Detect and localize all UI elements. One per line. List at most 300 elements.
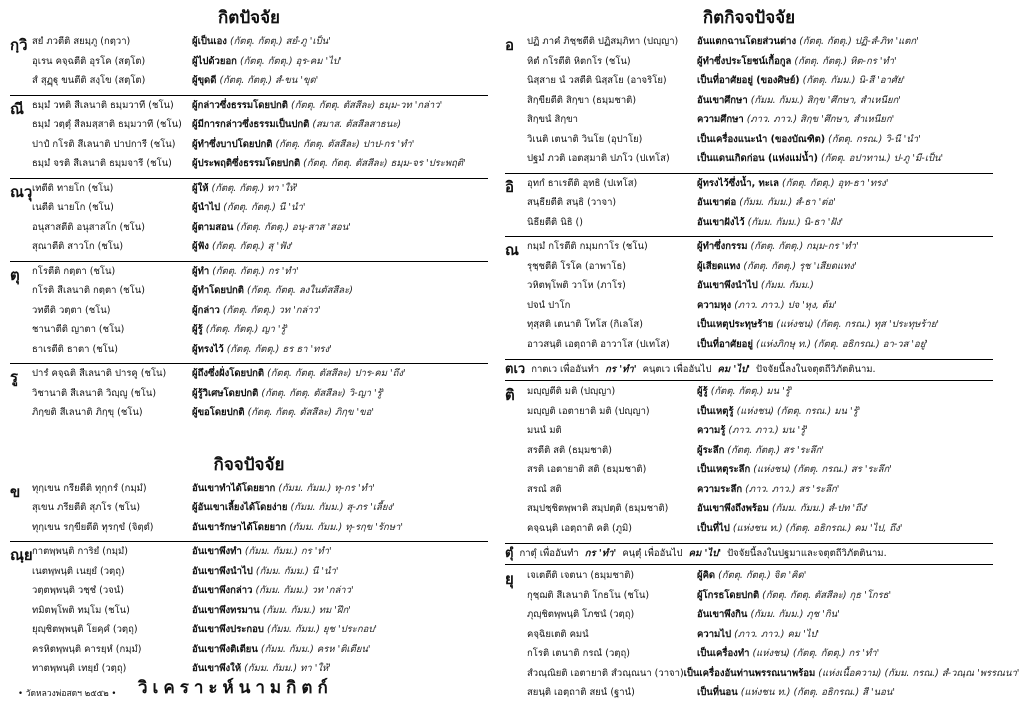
entry-meaning: อันเขาพึงให้ [192, 663, 242, 674]
entry-row [527, 627, 993, 647]
entry-meaning: อันเขาพึงทำ [192, 546, 242, 557]
entry-meaning: อันเขาพึงถึงพร้อม [697, 503, 769, 514]
tave-text2: คนฺตเว เพื่ออันไป [642, 364, 712, 375]
entry-meaning-wrap [192, 98, 442, 113]
entry-row [32, 322, 488, 342]
kicca-section-title: กิจจปัจจัย [213, 454, 285, 475]
entry-row [527, 666, 1019, 686]
entry-row [527, 34, 993, 54]
entry-root: อุทกํ ธาเรตีติ อุทธิ (ปเทโส) [527, 177, 638, 189]
entry-meaning: ผู้โกรธโดยปกติ [697, 589, 760, 601]
tum-note [505, 543, 993, 565]
entry-row [527, 317, 993, 337]
group-rows [527, 568, 1019, 705]
entry-meaning: ผู้ทำซึ่งกรรม [697, 241, 748, 252]
group-head: ยุ [505, 570, 514, 588]
entry-grammar: (กัตตุ. กัตตุ.) สุ 'ฟัง' [211, 241, 294, 252]
entry-grammar: (กัมม. กัมม.) ครห 'ติเตียน' [260, 643, 371, 655]
entry-meaning-wrap [697, 259, 857, 274]
footer-credit: • วัดหลวงพ่อสดฯ ๒๕๕๒ • [18, 689, 117, 699]
tave-text3: ปัจจัยนี้ลงในจตุตถีวิภัตตินาม. [756, 364, 876, 375]
entry-meaning-wrap [697, 215, 843, 230]
entry-row [32, 642, 488, 662]
entry-grammar: (แห่งภิกษุ ท.) (กัตตุ. อธิกรณ.) อา-วส 'อยู่' [755, 338, 928, 350]
entry-row [32, 500, 488, 520]
group-rows [32, 181, 488, 259]
entry-grammar: (กัตตุ. กัตตุ.) มน 'รู้' [710, 386, 793, 397]
group-head: กฺวิ [10, 36, 28, 54]
entry-grammar: (กัตตุ. กัมม.) นิ-สี 'อาศัย' [802, 75, 906, 86]
group-rows [32, 481, 488, 540]
entry-root: กโรติ เตนาติ กรณํ (วตฺถุ) [527, 648, 630, 659]
entry-row [527, 151, 993, 171]
entry-root: รุชฺชตีติ โรโค (อาพาโธ) [527, 260, 626, 272]
group [10, 32, 488, 96]
kit-groups [10, 32, 488, 427]
entry-meaning-wrap [192, 520, 403, 535]
entry-meaning: เป็นเครื่องอันท่านพรรณนาพร้อม [683, 667, 816, 679]
entry-row [32, 564, 488, 584]
entry-root: ปารํ คจฺฉติ สีเลนาติ ปารคู (ชโน) [32, 368, 167, 379]
entry-root: หิตํ กโรตีติ หิตกโร (ชโน) [527, 55, 631, 67]
entry-meaning-wrap [697, 443, 824, 458]
entry-grammar: (ภาว. ภาว.) มน 'รู้' [728, 425, 808, 436]
entry-grammar: (แห่งชน ท.) (กัตตุ. อธิกรณ.) สี 'นอน' [740, 687, 895, 698]
entry-grammar: (กัตตุ. กัตตุ.) สํ-ขน 'ขุด' [219, 75, 319, 86]
entry-grammar: (กัมม. กัมม.) สิกฺข 'ศึกษา, สำเหนียก' [750, 94, 901, 106]
group-rows [527, 176, 993, 235]
entry-root: คจฺฉิยเตติ คมนํ [527, 628, 589, 640]
entry-meaning-wrap [192, 622, 377, 637]
entry-meaning: เป็นเหตุระลึก [697, 464, 751, 475]
entry-grammar: (กัตตุ. กรณ.) วิ-นี 'นำ' [828, 133, 921, 145]
entry-meaning-wrap [697, 384, 792, 399]
yu-group-container [505, 566, 1019, 707]
entry-meaning: ผู้เป็นเอง [192, 36, 227, 47]
right-column [505, 6, 1019, 707]
entry-root: ปฐมํ ภวติ เอตสฺมาติ ปภโว (ปเทโส) [527, 153, 670, 164]
entry-meaning-wrap [192, 220, 351, 235]
entry-meaning-wrap [192, 239, 293, 254]
entry-row [32, 603, 488, 623]
entry-meaning: ผู้รู้ [192, 324, 203, 335]
entry-grammar: (แห่งเนื้อความ) (กัมม. กรณ.) สํ-วณฺณ 'พรรณนา' [818, 667, 1019, 679]
entry-row [527, 568, 993, 588]
entry-row [32, 98, 488, 118]
entry-meaning: ผู้ตามสอน [192, 221, 234, 233]
group-rows [527, 34, 993, 171]
entry-meaning: ความไป [697, 628, 732, 640]
entry-meaning: ผู้ทำซึ่งประโยชน์เกื้อกูล [697, 55, 792, 67]
entry-row [32, 303, 488, 323]
tave-note [505, 359, 993, 381]
entry-meaning: เป็นที่นอน [697, 687, 738, 698]
entry-root: กโรติ สีเลนาติ กตฺตา (ชโน) [32, 285, 145, 296]
entry-row [32, 137, 488, 157]
entry-row [527, 646, 993, 666]
entry-meaning-wrap [192, 117, 401, 132]
entry-meaning: อันเขาฝังไว้ [697, 216, 745, 228]
entry-root: ทุกฺเขน กรียตีติ ทุกฺกรํ (กมฺมํ) [32, 482, 147, 494]
entry-meaning: อันเขารักษาได้โดยยาก [192, 521, 287, 533]
entry-meaning: ผู้เสียดแทง [697, 260, 741, 272]
entry-root: ครหิตพฺพนฺติ คารยฺหํ (กมฺมํ) [32, 643, 142, 655]
entry-grammar: (แห่งชน) (กัตตุ. กรณ.) ทุส 'ประทุษร้าย' [776, 319, 939, 330]
entry-meaning-wrap [192, 342, 332, 357]
group-rows [32, 34, 488, 93]
entry-meaning-wrap [697, 685, 895, 700]
entry-row [32, 520, 488, 540]
entry-meaning: อันเขาทำได้โดยยาก [192, 482, 276, 494]
entry-grammar: (แห่งชน) (กัตตุ. กรณ.) สร 'ระลึก' [753, 464, 892, 475]
entry-meaning: อันเขาพึงกล่าว [192, 585, 253, 596]
tum-text2: คนฺตุํ เพื่ออันไป [622, 548, 683, 559]
group-head: รู [10, 368, 19, 386]
entry-meaning: ความระลึก [697, 483, 743, 495]
entry-meaning-wrap [192, 583, 354, 598]
entry-meaning-wrap [192, 366, 406, 381]
entry-root: สุณาตีติ สาวโก (ชโน) [32, 241, 124, 252]
entry-meaning-wrap [192, 603, 351, 618]
entry-grammar: (กัมม. กัมม.) นิ-ธา 'ฝัง' [747, 216, 844, 228]
entry-root: มญฺญติ เอตายาติ มติ (ปญฺญา) [527, 405, 650, 417]
entry-meaning-wrap [697, 298, 837, 313]
entry-meaning-wrap [192, 386, 384, 401]
entry-root: ธาเรตีติ ธาตา (ชโน) [32, 343, 118, 355]
entry-row [32, 583, 488, 603]
tum-g2: คม 'ไป' [688, 548, 722, 559]
entry-root: ธมฺมํ วทติ สีเลนาติ ธมฺมวาที (ชโน) [32, 99, 174, 111]
entry-grammar: (กัตตุ. กัตตุ.) สยํ-ภู 'เป็น' [229, 36, 331, 47]
entry-root: ธมฺมํ จรติ สีเลนาติ ธมฺมจารี (ชโน) [32, 158, 172, 169]
entry-grammar: (กัตตุ. กัตตุ.) ปฏิ-สํ-ภิท 'แตก' [799, 36, 919, 47]
entry-row [32, 200, 488, 220]
entry-meaning-wrap [697, 501, 868, 516]
entry-meaning-wrap [192, 564, 338, 579]
entry-root: สรติ เอตายาติ สติ (ธมฺมชาติ) [527, 464, 647, 475]
footer [18, 672, 488, 702]
group-rows [527, 239, 993, 356]
entry-root: สํวณฺณิยติ เอตายาติ สํวณฺณนา (วาจา) [527, 667, 684, 679]
entry-row [527, 462, 993, 482]
group [10, 542, 488, 683]
entry-meaning: ผู้รู้วิเศษโดยปกติ [192, 387, 259, 399]
entry-meaning: อันเขาพึงติเตียน [192, 643, 258, 655]
entry-root: ทาตพฺพนฺติ เทยฺยํ (วตฺถุ) [32, 663, 127, 674]
group-head: ณ [505, 241, 519, 259]
entry-grammar: (กัตตุ. กัตตุ.) อุท-ธา 'ทรง' [781, 177, 889, 189]
entry-meaning: ผู้ขอโดยปกติ [192, 407, 245, 418]
entry-root: นิสฺสาย นํ วสตีติ นิสฺสโย (อาจริโย) [527, 75, 667, 86]
entry-root: ปาปํ กโรติ สีเลนาติ ปาปการี (ชโน) [32, 138, 176, 150]
entry-grammar: (กัมม. กัมม.) วท 'กล่าว' [255, 585, 354, 596]
entry-meaning: เป็นที่อาศัยอยู่ [697, 338, 753, 350]
tave-g1: กร 'ทำ' [605, 364, 637, 375]
entry-meaning-wrap [697, 151, 943, 166]
entry-meaning-wrap [697, 404, 860, 419]
entry-grammar: (กัมม. กัมม.) ทุ-กร 'ทำ' [278, 482, 375, 494]
entry-meaning: อันเขาพึงกิน [697, 609, 748, 620]
tum-text1: กาตุํ เพื่ออันทำ [519, 548, 579, 559]
entry-meaning: อันเขาพึงนำไป [697, 280, 758, 291]
entry-meaning: เป็นแดนเกิดก่อน (แห่งแม่น้ำ) [697, 153, 818, 164]
entry-row [527, 588, 993, 608]
entry-grammar: (กัมม. กัมม.) [760, 280, 814, 291]
entry-row [527, 443, 993, 463]
entry-meaning-wrap [697, 317, 939, 332]
entry-meaning-wrap [697, 521, 902, 536]
entry-meaning: อันแตกฉานโดยส่วนต่าง [697, 36, 797, 47]
entry-row [32, 264, 488, 284]
entry-root: เจเตตีติ เจตนา (ธมฺมชาติ) [527, 570, 635, 581]
entry-root: สุเขน ภรียตีติ สุภโร (ชโน) [32, 502, 141, 513]
kitkicca-section-title: กิตกิจจปัจจัย [702, 8, 796, 28]
entry-meaning: ผู้ถึงซึ่งฝั่งโดยปกติ [192, 368, 265, 379]
entry-meaning-wrap [192, 34, 331, 49]
left-column [10, 6, 488, 683]
group [505, 174, 993, 238]
entry-meaning-wrap [684, 666, 1019, 681]
entry-row [32, 342, 488, 362]
entry-root: อุเรน คจฺฉตีติ อุรโค (สตฺโต) [32, 55, 146, 67]
entry-grammar: (กัตตุ. กัตตุ.) อนุ-สาส 'สอน' [236, 221, 351, 233]
entry-row [527, 93, 993, 113]
entry-grammar: (กัตตุ. กัตตุ.) หิต-กร 'ทำ' [794, 55, 897, 67]
entry-meaning-wrap [192, 481, 375, 496]
entry-root: สรณํ สติ [527, 483, 562, 495]
tave-head: ตเว [505, 362, 526, 377]
group-head: ติ [505, 386, 515, 404]
entry-grammar: (กัตตุ. กัตตุ.) วท 'กล่าว' [222, 304, 321, 316]
group [10, 179, 488, 262]
entry-row [527, 215, 993, 235]
entry-grammar: (แห่งชน) (กัตตุ. กัตตุ.) กร 'ทำ' [752, 648, 880, 659]
entry-grammar: (กัตตุ. กัตตุ.) ญา 'รู้' [205, 324, 289, 335]
entry-meaning-wrap [697, 176, 888, 191]
entry-row [527, 259, 993, 279]
entry-meaning: ความรู้ [697, 425, 726, 436]
entry-row [527, 239, 993, 259]
entry-root: กมฺมํ กโรตีติ กมฺมกาโร (ชโน) [527, 241, 648, 252]
group-head: ณี [10, 99, 24, 118]
entry-meaning-wrap [697, 239, 859, 254]
tum-head: ตุํ [505, 546, 514, 561]
entry-meaning: อันเขาพึงประกอบ [192, 624, 264, 635]
entry-meaning: ผู้ขุดดี [192, 75, 217, 86]
tum-g1: กร 'ทำ' [584, 548, 617, 559]
entry-grammar: (ภาว. ภาว.) คม 'ไป' [734, 628, 820, 640]
entry-grammar: (กัมม. กัมม.) นี 'นำ' [255, 565, 339, 577]
group-rows [32, 264, 488, 362]
entry-row [527, 521, 993, 541]
entry-grammar: (กัตตุ. กัตตุ.) อุร-คม 'ไป' [239, 55, 342, 67]
entry-meaning-wrap [697, 112, 894, 127]
entry-meaning: ผู้ทรงไว้ [192, 343, 224, 355]
entry-meaning-wrap [697, 423, 808, 438]
entry-grammar: (กัตตุ. กัตตุ.) จิต 'คิด' [718, 570, 807, 581]
entry-meaning-wrap [697, 54, 897, 69]
entry-grammar: (กัตตุ. กัตตุ. ตัสสีละ) ธมฺม-จร 'ประพฤติ' [303, 158, 466, 169]
entry-meaning: ผู้ฟัง [192, 241, 209, 252]
group-head: ตุ [10, 265, 20, 284]
entry-root: ยุญฺชิตพฺพนฺติ โยคฺคํ (วตฺถุ) [32, 624, 138, 635]
entry-meaning-wrap [192, 642, 371, 657]
entry-root: สรตีติ สติ (ธมฺมชาติ) [527, 444, 612, 456]
entry-grammar: (กัมม. กัมม.) กร 'ทำ' [244, 546, 332, 557]
group-head: ณฺย [10, 546, 33, 564]
entry-root: ทมิตพฺโพติ ทมฺโม (ชโน) [32, 604, 130, 616]
entry-root: ทุสฺสติ เตนาติ โทโส (กิเลโส) [527, 319, 643, 330]
kicca-groups [10, 479, 488, 683]
entry-meaning: ผู้ทำซึ่งบาปโดยปกติ [192, 138, 273, 150]
entry-row [527, 54, 993, 74]
entry-root: มญฺญตีติ มติ (ปญฺญา) [527, 386, 616, 397]
entry-root: กาตพฺพนฺติ การิยํ (กมฺมํ) [32, 546, 128, 557]
entry-meaning: อันเขาพึงนำไป [192, 565, 253, 577]
entry-meaning: เป็นเครื่องแนะนำ (ของบัณฑิต) [697, 133, 826, 145]
entry-meaning-wrap [697, 627, 819, 642]
entry-root: วหิตพฺโพติ วาโห (ภาโร) [527, 280, 626, 291]
tave-g2: คม 'ไป' [717, 364, 751, 375]
entry-root: ภุญฺชิตพฺพนฺติ โภชนํ (วตฺถุ) [527, 609, 635, 620]
entry-row [527, 176, 993, 196]
entry-meaning-wrap [697, 607, 840, 622]
entry-row [527, 278, 993, 298]
group [505, 382, 993, 542]
entry-meaning-wrap [697, 646, 879, 661]
entry-row [32, 405, 488, 425]
entry-root: สิกฺขียตีติ สิกฺขา (ธมฺมชาติ) [527, 94, 637, 106]
entry-root: วิเนติ เตนาติ วินโย (อุปาโย) [527, 133, 643, 145]
entry-meaning: ความหุง [697, 299, 732, 311]
group [10, 479, 488, 543]
entry-row [527, 384, 993, 404]
entry-meaning-wrap [192, 54, 342, 69]
kit-section-title: กิตปัจจัย [217, 8, 280, 28]
entry-root: สํ สุฏฺฐุ ขนตีติ สงฺโข (สตฺโต) [32, 75, 146, 86]
entry-root: อนุสาสตีติ อนุสาสโก (ชโน) [32, 221, 145, 233]
entry-meaning-wrap [192, 322, 288, 337]
footer-title: วิเคราะห์นามกิตก์ [138, 678, 333, 698]
entry-meaning-wrap [192, 200, 305, 215]
entry-meaning-wrap [192, 156, 466, 171]
entry-root: นิธียตีติ นิธิ () [527, 216, 583, 228]
group-head: อ [505, 36, 515, 54]
group [505, 237, 993, 358]
entry-root: สยํ ภวตีติ สยมฺภู (กตฺวา) [32, 36, 131, 47]
entry-root: สยนฺติ เอตฺถาติ สยนํ (ฐานํ) [527, 687, 635, 698]
entry-root: วิชานาติ สีเลนาติ วิญฺญู (ชโน) [32, 387, 157, 399]
entry-meaning-wrap [697, 195, 836, 210]
entry-root: ชานาตีติ ญาตา (ชโน) [32, 324, 125, 335]
entry-meaning: ผู้ระลึก [697, 444, 725, 456]
entry-grammar: (กัตตุ. กัตตุ. ตัสสีละ) ธมฺม-วท 'กล่าว' [290, 99, 443, 111]
group [10, 96, 488, 179]
entry-grammar: (กัตตุ. กัตตุ. ตัสสีละ) วิ-ญา 'รู้' [261, 387, 385, 399]
entry-row [527, 73, 993, 93]
entry-grammar: (กัตตุ. กัตตุ.) ธร ธา 'ทรง' [226, 343, 332, 355]
entry-row [32, 156, 488, 176]
entry-grammar: (กัมม. กัมม.) สํ-ปท 'ถึง' [771, 503, 869, 514]
entry-meaning-wrap [192, 137, 414, 152]
entry-grammar: (กัตตุ. กัตตุ.) สร 'ระลึก' [727, 444, 824, 456]
entry-row [32, 481, 488, 501]
entry-meaning: ผู้ประพฤติซึ่งธรรมโดยปกติ [192, 158, 301, 169]
entry-meaning-wrap [697, 462, 892, 477]
entry-meaning: เป็นเครื่องทำ [697, 648, 750, 659]
entry-meaning: อันเขาพึงทรมาน [192, 604, 260, 616]
entry-meaning: ความศึกษา [697, 114, 744, 125]
entry-meaning: ผู้ทำ [192, 265, 210, 277]
entry-row [32, 220, 488, 240]
entry-meaning-wrap [697, 588, 891, 603]
entry-row [32, 239, 488, 259]
entry-grammar: (กัตตุ. กัตตุ. ตัสสีละ) ปาป-กร 'ทำ' [275, 138, 415, 150]
entry-grammar: (กัตตุ. กัตตุ.) นี 'นำ' [223, 202, 306, 213]
entry-grammar: (ภาว. ภาว.) สร 'ระลึก' [745, 483, 840, 495]
entry-grammar: (กัมม. กัมม.) สํ-ธา 'ต่อ' [739, 197, 836, 208]
entry-meaning: ผู้คิด [697, 570, 716, 581]
group [505, 566, 1019, 707]
entry-grammar: (กัมม. กัมม.) ทา 'ให้' [244, 663, 331, 674]
entry-row [527, 404, 993, 424]
entry-meaning: อันเขาศึกษา [697, 94, 748, 106]
entry-meaning: ผู้มีการกล่าวซึ่งธรรมเป็นปกติ [192, 119, 310, 130]
entry-root: สมฺปชฺชิตพฺพาติ สมฺปตฺติ (ธมฺมชาติ) [527, 503, 669, 514]
entry-row [527, 337, 993, 357]
group-head: ข [10, 482, 21, 501]
entry-grammar: (กัมม. กัมม.) สุ-ภร 'เลี้ยง' [290, 502, 395, 513]
entry-row [32, 54, 488, 74]
entry-row [32, 181, 488, 201]
entry-grammar: (กัมม. กัมม.) ทม 'ฝึก' [262, 604, 351, 616]
entry-root: คจฺฉนฺติ เอตฺถาติ คติ (ภูมิ) [527, 522, 632, 534]
entry-grammar: (กัตตุ. อปาทาน.) ป-ภู 'มี-เป็น' [820, 153, 944, 164]
group-head: ณวุ [10, 182, 33, 201]
entry-meaning: เป็นที่ไป [697, 522, 730, 534]
tum-text3: ปัจจัยนี้ลงในปฐมาและจตุตถีวิภัตตินาม. [727, 548, 887, 559]
entry-meaning-wrap [697, 34, 919, 49]
entry-meaning-wrap [192, 303, 321, 318]
entry-grammar: (ภาว. ภาว.) สิกฺข 'ศึกษา, สำเหนียก' [746, 114, 895, 125]
entry-root: เนตีติ นายโก (ชโน) [32, 202, 114, 213]
entry-root: ปจนํ ปาโก [527, 299, 571, 311]
entry-meaning: ผู้นำไป [192, 202, 221, 213]
entry-root: วตฺตพฺพนฺติ วชฺชํ (วจนํ) [32, 585, 124, 596]
entry-root: วทตีติ วตฺตา (ชโน) [32, 304, 111, 316]
entry-grammar: (กัตตุ. กัตตุ.) รุช 'เสียดแทง' [743, 260, 857, 272]
entry-meaning: ผู้ไปด้วยอก [192, 55, 237, 67]
entry-meaning: ผู้อันเขาเลี้ยงได้โดยง่าย [192, 502, 288, 513]
tave-text1: กาตเว เพื่ออันทำ [531, 364, 600, 375]
ti-group-container [505, 382, 993, 542]
entry-root: มนนํ มติ [527, 425, 562, 436]
entry-row [527, 298, 993, 318]
entry-meaning-wrap [697, 482, 839, 497]
entry-meaning-wrap [697, 278, 814, 293]
group-head: อิ [505, 177, 515, 196]
entry-meaning-wrap [697, 568, 806, 583]
entry-meaning-wrap [697, 132, 921, 147]
entry-meaning: ผู้กล่าว [192, 304, 220, 316]
entry-grammar: (กัมม. กัมม.) ทุ-รกฺข 'รักษา' [289, 521, 403, 533]
group [10, 364, 488, 427]
entry-row [32, 34, 488, 54]
entry-row [527, 423, 993, 443]
entry-meaning: ผู้ให้ [192, 182, 209, 194]
entry-row [32, 117, 488, 137]
entry-meaning-wrap [192, 405, 374, 420]
